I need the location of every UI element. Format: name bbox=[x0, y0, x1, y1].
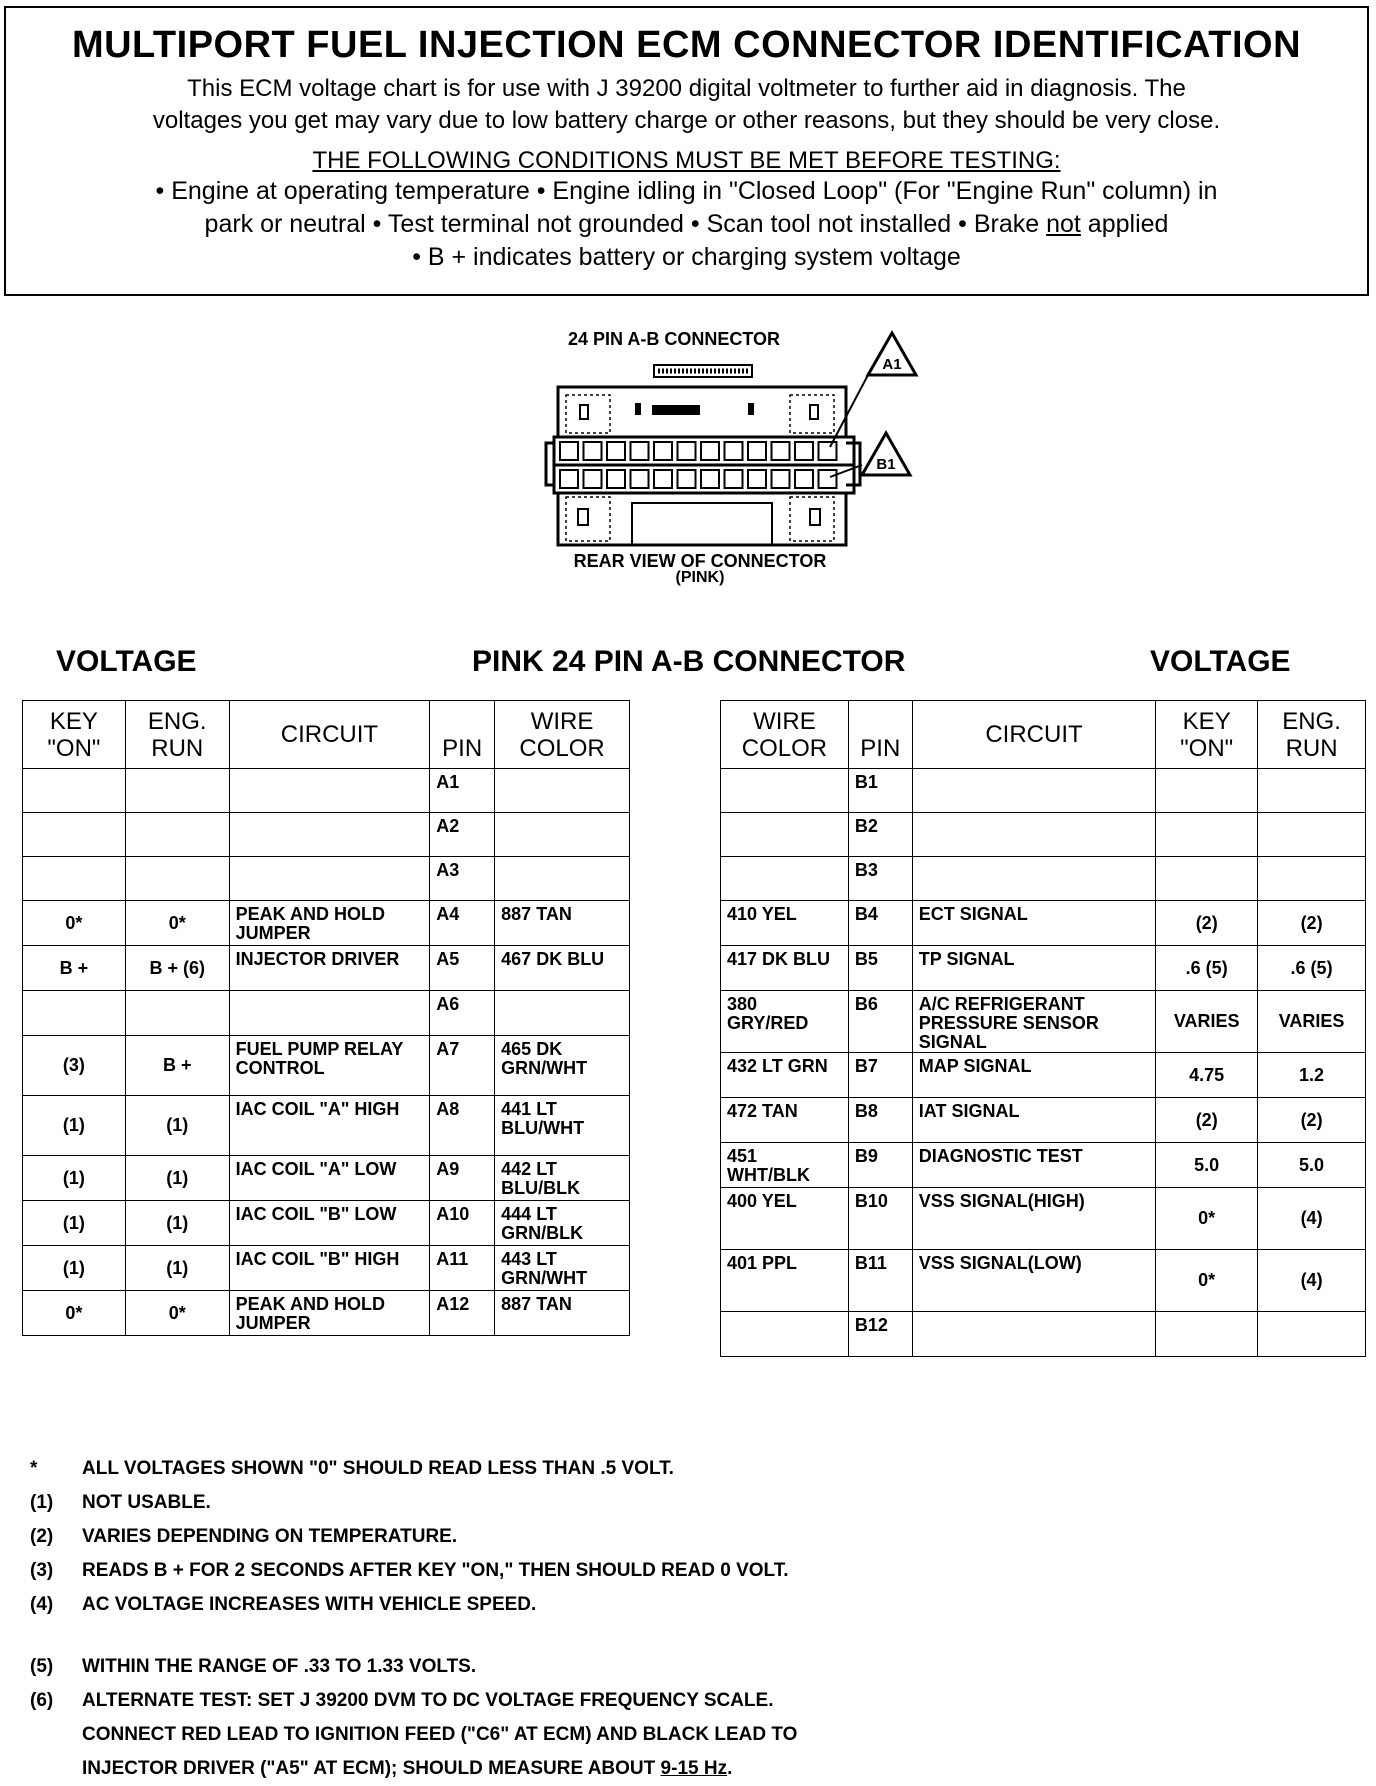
table-row bbox=[23, 1246, 630, 1291]
wire-color bbox=[721, 769, 849, 813]
wire-color bbox=[495, 857, 630, 901]
circuit-name: IAC COIL "B" LOW bbox=[229, 1201, 430, 1246]
pin-id: A8 bbox=[430, 1096, 495, 1156]
key-on-voltage: 0* bbox=[23, 1291, 126, 1336]
key-on-voltage: (1) bbox=[23, 1156, 126, 1201]
circuit-name: IAC COIL "A" LOW bbox=[229, 1156, 430, 1201]
table-row bbox=[23, 769, 630, 813]
circuit-name: MAP SIGNAL bbox=[912, 1053, 1155, 1098]
connector-pin-cavity bbox=[631, 442, 649, 460]
eng-run-voltage: (1) bbox=[125, 1096, 229, 1156]
a-pin-table bbox=[22, 700, 630, 1336]
note-2: (2) VARIES DEPENDING ON TEMPERATURE. bbox=[30, 1526, 458, 1547]
connector-pin-cavity bbox=[678, 442, 696, 460]
pin-id: A2 bbox=[430, 813, 495, 857]
connector-pin-cavity bbox=[795, 442, 813, 460]
eng-run-voltage bbox=[1258, 1312, 1366, 1357]
key-on-voltage: B + bbox=[23, 946, 126, 991]
wire-color: 400 YEL bbox=[721, 1188, 849, 1250]
wire-color: 887 TAN bbox=[495, 1291, 630, 1336]
wire-color: 472 TAN bbox=[721, 1098, 849, 1143]
eng-run-voltage bbox=[125, 991, 229, 1036]
connector-pin-cavity bbox=[725, 442, 743, 460]
connector-pin-cavity bbox=[701, 442, 719, 460]
header-eng-run: ENG. RUN bbox=[125, 701, 229, 769]
wire-color bbox=[721, 1312, 849, 1357]
conditions-heading: THE FOLLOWING CONDITIONS MUST BE MET BEFORE TESTING: bbox=[312, 147, 1061, 174]
circuit-name: FUEL PUMP RELAY CONTROL bbox=[229, 1036, 430, 1096]
condition-line-1: • Engine at operating temperature • Engine idling in "Closed Loop" (For "Engine Run" column) in bbox=[155, 177, 1218, 205]
pin-id: A9 bbox=[430, 1156, 495, 1201]
eng-run-voltage bbox=[125, 769, 229, 813]
key-on-voltage bbox=[1156, 857, 1258, 901]
pin-id: A6 bbox=[430, 991, 495, 1036]
circuit-name: PEAK AND HOLD JUMPER bbox=[229, 1291, 430, 1336]
header-pin: PIN bbox=[848, 701, 912, 769]
table-row bbox=[721, 1250, 1366, 1312]
key-on-voltage: 0* bbox=[1156, 1188, 1258, 1250]
key-on-voltage: (2) bbox=[1156, 1098, 1258, 1143]
connector-pin-cavity bbox=[748, 470, 766, 488]
circuit-name: IAC COIL "A" HIGH bbox=[229, 1096, 430, 1156]
header-eng-run: ENG. RUN bbox=[1258, 701, 1366, 769]
right-voltage-heading: VOLTAGE bbox=[1150, 645, 1291, 678]
eng-run-voltage: (1) bbox=[125, 1201, 229, 1246]
key-on-voltage bbox=[1156, 813, 1258, 857]
wire-color bbox=[495, 813, 630, 857]
note-6: (6) ALTERNATE TEST: SET J 39200 DVM TO DC VOLTAGE FREQUENCY SCALE. bbox=[30, 1690, 774, 1711]
diagram-title: 24 PIN A-B CONNECTOR bbox=[568, 329, 781, 349]
eng-run-voltage: 0* bbox=[125, 1291, 229, 1336]
b-pin-rows bbox=[721, 769, 1366, 1357]
condition-line-2 bbox=[6, 208, 1367, 241]
connector-pin-cavity bbox=[654, 442, 672, 460]
header-key-on: KEY "ON" bbox=[1156, 701, 1258, 769]
eng-run-voltage: (2) bbox=[1258, 901, 1366, 946]
wire-color: 410 YEL bbox=[721, 901, 849, 946]
connector-pin-cavity bbox=[795, 470, 813, 488]
header-circuit: CIRCUIT bbox=[912, 701, 1155, 769]
connector-pin-cavity bbox=[654, 470, 672, 488]
header-wire-color: WIRE COLOR bbox=[721, 701, 849, 769]
key-on-voltage bbox=[1156, 1312, 1258, 1357]
a-pin-rows bbox=[23, 769, 630, 1336]
diagram-caption-line-2: (PINK) bbox=[675, 569, 725, 586]
connector-pin-cavity bbox=[748, 442, 766, 460]
pin-id: B8 bbox=[848, 1098, 912, 1143]
pin-id: B6 bbox=[848, 991, 912, 1053]
eng-run-voltage bbox=[125, 813, 229, 857]
table-row bbox=[721, 1098, 1366, 1143]
intro-line-1: This ECM voltage chart is for use with J 39200 digital voltmeter to further aid in diagnosis. The bbox=[187, 75, 1186, 102]
eng-run-voltage: (4) bbox=[1258, 1188, 1366, 1250]
b1-label: B1 bbox=[876, 456, 896, 473]
b-pin-table bbox=[720, 700, 1366, 1357]
header-pin: PIN bbox=[430, 701, 495, 769]
condition-line-2-pre: park or neutral • Test terminal not grounded • Scan tool not installed • Brake bbox=[204, 210, 1047, 238]
note-1: (1) NOT USABLE. bbox=[30, 1492, 211, 1513]
wire-color bbox=[495, 991, 630, 1036]
eng-run-voltage: B + bbox=[125, 1036, 229, 1096]
table-row bbox=[721, 813, 1366, 857]
table-row bbox=[23, 1291, 630, 1336]
header-wire-color: WIRE COLOR bbox=[495, 701, 630, 769]
diagram-caption-line-1: REAR VIEW OF CONNECTOR bbox=[573, 551, 827, 571]
circuit-name bbox=[229, 857, 430, 901]
wire-color: 443 LT GRN/WHT bbox=[495, 1246, 630, 1291]
key-on-voltage bbox=[1156, 769, 1258, 813]
page-title: MULTIPORT FUEL INJECTION ECM CONNECTOR IDENTIFICATION bbox=[71, 24, 1302, 66]
pin-id: A11 bbox=[430, 1246, 495, 1291]
key-on-voltage bbox=[23, 813, 126, 857]
eng-run-voltage: 5.0 bbox=[1258, 1143, 1366, 1188]
circuit-name bbox=[229, 813, 430, 857]
eng-run-voltage bbox=[1258, 769, 1366, 813]
circuit-name: VSS SIGNAL(LOW) bbox=[912, 1250, 1155, 1312]
pin-id: A5 bbox=[430, 946, 495, 991]
circuit-name: VSS SIGNAL(HIGH) bbox=[912, 1188, 1155, 1250]
connector-pin-cavity bbox=[678, 470, 696, 488]
circuit-name: DIAGNOSTIC TEST bbox=[912, 1143, 1155, 1188]
wire-color: 417 DK BLU bbox=[721, 946, 849, 991]
pin-id: A3 bbox=[430, 857, 495, 901]
table-row bbox=[721, 769, 1366, 813]
pin-id: B1 bbox=[848, 769, 912, 813]
condition-not-emphasis: not bbox=[1046, 210, 1081, 238]
eng-run-voltage: (4) bbox=[1258, 1250, 1366, 1312]
pin-id: B5 bbox=[848, 946, 912, 991]
pin-id: B3 bbox=[848, 857, 912, 901]
pin-id: A1 bbox=[430, 769, 495, 813]
table-row bbox=[23, 857, 630, 901]
key-on-voltage bbox=[23, 769, 126, 813]
circuit-name: INJECTOR DRIVER bbox=[229, 946, 430, 991]
eng-run-voltage bbox=[1258, 857, 1366, 901]
table-row bbox=[23, 1036, 630, 1096]
connector-pin-cavity bbox=[631, 470, 649, 488]
circuit-name bbox=[912, 813, 1155, 857]
connector-pin-cavity bbox=[725, 470, 743, 488]
table-row bbox=[23, 1156, 630, 1201]
connector-pin-cavity bbox=[584, 442, 602, 460]
table-row bbox=[721, 991, 1366, 1053]
note-asterisk: * ALL VOLTAGES SHOWN "0" SHOULD READ LESS THAN .5 VOLT. bbox=[30, 1458, 674, 1479]
connector-pin-cavity bbox=[819, 442, 837, 460]
key-on-voltage: VARIES bbox=[1156, 991, 1258, 1053]
wire-color: 444 LT GRN/BLK bbox=[495, 1201, 630, 1246]
key-on-voltage: .6 (5) bbox=[1156, 946, 1258, 991]
eng-run-voltage: (1) bbox=[125, 1246, 229, 1291]
table-row bbox=[721, 1053, 1366, 1098]
connector-pin-cavity bbox=[560, 470, 578, 488]
eng-run-voltage bbox=[125, 857, 229, 901]
table-row bbox=[721, 1188, 1366, 1250]
pin-id: A4 bbox=[430, 901, 495, 946]
connector-pin-cavity bbox=[584, 470, 602, 488]
left-voltage-heading: VOLTAGE bbox=[56, 645, 197, 678]
key-on-voltage: (1) bbox=[23, 1096, 126, 1156]
connector-pin-cavity bbox=[772, 442, 790, 460]
table-row bbox=[23, 946, 630, 991]
intro-line-2: voltages you get may vary due to low battery charge or other reasons, but they should be very close. bbox=[152, 107, 1221, 134]
table-row bbox=[721, 901, 1366, 946]
key-on-voltage: (3) bbox=[23, 1036, 126, 1096]
table-row bbox=[721, 946, 1366, 991]
wire-color: 441 LT BLU/WHT bbox=[495, 1096, 630, 1156]
pin-id: A12 bbox=[430, 1291, 495, 1336]
pin-id: B4 bbox=[848, 901, 912, 946]
circuit-name: PEAK AND HOLD JUMPER bbox=[229, 901, 430, 946]
key-on-voltage: (2) bbox=[1156, 901, 1258, 946]
wire-color: 432 LT GRN bbox=[721, 1053, 849, 1098]
wire-color: 451 WHT/BLK bbox=[721, 1143, 849, 1188]
pin-id: B9 bbox=[848, 1143, 912, 1188]
eng-run-voltage: (1) bbox=[125, 1156, 229, 1201]
header-circuit: CIRCUIT bbox=[229, 701, 430, 769]
wire-color: 887 TAN bbox=[495, 901, 630, 946]
wire-color bbox=[721, 813, 849, 857]
key-on-voltage: 0* bbox=[23, 901, 126, 946]
condition-line-3: • B + indicates battery or charging system voltage bbox=[412, 243, 961, 271]
note-4: (4) AC VOLTAGE INCREASES WITH VEHICLE SPEED. bbox=[30, 1594, 537, 1615]
circuit-name bbox=[912, 1312, 1155, 1357]
table-row bbox=[23, 1201, 630, 1246]
connector-pin-cavity bbox=[607, 442, 625, 460]
circuit-name bbox=[912, 857, 1155, 901]
pin-id: B11 bbox=[848, 1250, 912, 1312]
table-row bbox=[721, 857, 1366, 901]
note-6-line-2: CONNECT RED LEAD TO IGNITION FEED ("C6" AT ECM) AND BLACK LEAD TO bbox=[82, 1724, 798, 1745]
wire-color bbox=[721, 857, 849, 901]
header-box bbox=[4, 6, 1369, 296]
circuit-name: ECT SIGNAL bbox=[912, 901, 1155, 946]
note-6-line-3: INJECTOR DRIVER ("A5" AT ECM); SHOULD MEASURE ABOUT 9-15 Hz. bbox=[82, 1758, 733, 1779]
eng-run-voltage bbox=[1258, 813, 1366, 857]
circuit-name bbox=[229, 991, 430, 1036]
header-key-on: KEY "ON" bbox=[23, 701, 126, 769]
connector-pin-cavity bbox=[560, 442, 578, 460]
connector-pin-cavity bbox=[772, 470, 790, 488]
circuit-name: IAT SIGNAL bbox=[912, 1098, 1155, 1143]
circuit-name bbox=[912, 769, 1155, 813]
circuit-name: IAC COIL "B" HIGH bbox=[229, 1246, 430, 1291]
eng-run-voltage: 1.2 bbox=[1258, 1053, 1366, 1098]
table-row bbox=[23, 991, 630, 1036]
wire-color: 401 PPL bbox=[721, 1250, 849, 1312]
wire-color: 467 DK BLU bbox=[495, 946, 630, 991]
table-row bbox=[23, 813, 630, 857]
condition-line-2-post: applied bbox=[1080, 210, 1169, 238]
table-row bbox=[721, 1143, 1366, 1188]
table-row bbox=[721, 1312, 1366, 1357]
pin-id: B7 bbox=[848, 1053, 912, 1098]
key-on-voltage bbox=[23, 857, 126, 901]
pin-id: A10 bbox=[430, 1201, 495, 1246]
connector-pin-cavity bbox=[607, 470, 625, 488]
pin-id: B12 bbox=[848, 1312, 912, 1357]
connector-table-heading: PINK 24 PIN A-B CONNECTOR bbox=[472, 645, 906, 678]
circuit-name: TP SIGNAL bbox=[912, 946, 1155, 991]
note-5: (5) WITHIN THE RANGE OF .33 TO 1.33 VOLTS. bbox=[30, 1656, 477, 1677]
connector-pin-cavity bbox=[819, 470, 837, 488]
footnotes bbox=[30, 1452, 797, 1786]
eng-run-voltage: (2) bbox=[1258, 1098, 1366, 1143]
connector-pin-cavity bbox=[701, 470, 719, 488]
wire-color: 380 GRY/RED bbox=[721, 991, 849, 1053]
table-row bbox=[23, 1096, 630, 1156]
note-3: (3) READS B + FOR 2 SECONDS AFTER KEY "ON," THEN SHOULD READ 0 VOLT. bbox=[30, 1560, 789, 1581]
circuit-name: A/C REFRIGERANT PRESSURE SENSOR SIGNAL bbox=[912, 991, 1155, 1053]
eng-run-voltage: VARIES bbox=[1258, 991, 1366, 1053]
a1-label: A1 bbox=[882, 356, 902, 373]
pin-id: B2 bbox=[848, 813, 912, 857]
connector-diagram bbox=[540, 325, 960, 595]
key-on-voltage: 4.75 bbox=[1156, 1053, 1258, 1098]
eng-run-voltage: 0* bbox=[125, 901, 229, 946]
connector-lower-body bbox=[558, 493, 846, 545]
key-on-voltage: (1) bbox=[23, 1201, 126, 1246]
wire-color: 465 DK GRN/WHT bbox=[495, 1036, 630, 1096]
intro-text bbox=[16, 73, 1357, 137]
table-row bbox=[23, 901, 630, 946]
key-on-voltage bbox=[23, 991, 126, 1036]
key-on-voltage: 0* bbox=[1156, 1250, 1258, 1312]
key-on-voltage: (1) bbox=[23, 1246, 126, 1291]
wire-color: 442 LT BLU/BLK bbox=[495, 1156, 630, 1201]
eng-run-voltage: B + (6) bbox=[125, 946, 229, 991]
eng-run-voltage: .6 (5) bbox=[1258, 946, 1366, 991]
circuit-name bbox=[229, 769, 430, 813]
pin-id: A7 bbox=[430, 1036, 495, 1096]
wire-color bbox=[495, 769, 630, 813]
pin-id: B10 bbox=[848, 1188, 912, 1250]
key-on-voltage: 5.0 bbox=[1156, 1143, 1258, 1188]
